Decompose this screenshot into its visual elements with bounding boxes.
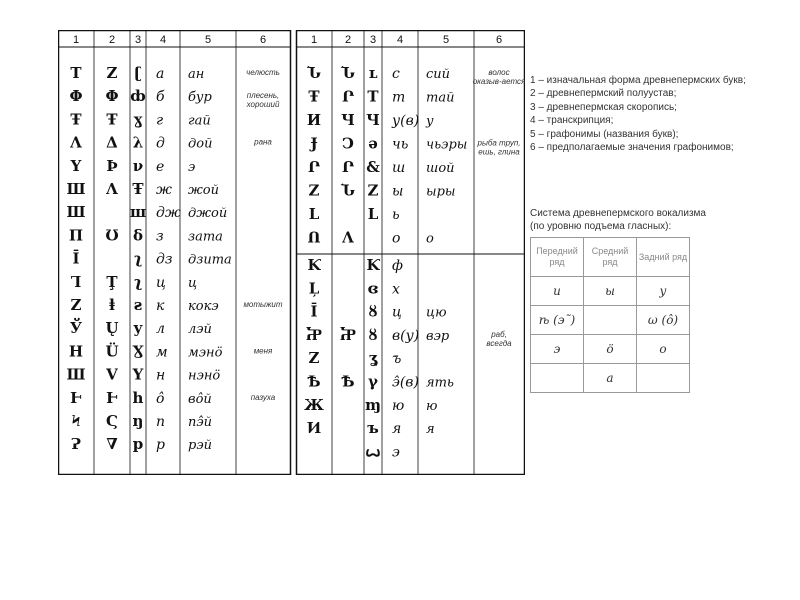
- glyph-cursive: ъ: [367, 419, 379, 438]
- graphonym: сий: [426, 67, 451, 82]
- glyph-half-uncial: ⱡ: [109, 296, 115, 314]
- vowel-cell: ö: [584, 335, 637, 364]
- glyph-original: Φ: [69, 87, 83, 106]
- vowel-title-line: Система древнепермского вокализма: [530, 208, 706, 219]
- glyph-half-uncial: Λ: [106, 180, 118, 198]
- glyph-cursive: ƨ: [133, 296, 143, 314]
- glyph-half-uncial: Ų: [105, 319, 119, 338]
- vowel-system-title: [530, 207, 798, 233]
- transcription: л: [156, 321, 165, 338]
- legend-item: 3 – древнепермская скоропись;: [530, 101, 677, 113]
- glyph-original: Ļ: [308, 279, 320, 298]
- glyph-cursive: ʅ: [133, 249, 143, 268]
- glyph-half-uncial: Ѣ: [341, 372, 355, 391]
- graphonym: у: [426, 114, 434, 129]
- glyph-half-uncial: Φ: [105, 87, 119, 106]
- column-header: 1: [72, 34, 80, 46]
- glyph-original: Ƙ: [307, 256, 321, 274]
- transcription: я: [392, 421, 402, 438]
- glyph-original: Ш: [66, 203, 86, 222]
- glyph-cursive: ꙍ: [365, 442, 381, 461]
- column-header: 2: [344, 34, 352, 46]
- glyph-cursive: ɱ: [365, 395, 381, 414]
- glyph-cursive: ŋ: [132, 412, 144, 430]
- glyph-original: Ն: [307, 64, 321, 82]
- glyph-original: Ր: [307, 158, 321, 176]
- glyph-original: L: [308, 205, 320, 223]
- glyph-half-uncial: Þ: [106, 156, 118, 175]
- vowel-cell: а: [584, 364, 637, 393]
- glyph-original: Ŧ: [308, 87, 320, 106]
- meaning-text: волос оказыв-ается: [472, 68, 525, 86]
- glyph-cursive: p: [132, 435, 144, 454]
- glyph-original: Λ: [70, 133, 82, 152]
- alphabet-table: [58, 30, 525, 475]
- glyph-cursive: ʗ: [133, 64, 143, 82]
- transcription: ш: [392, 160, 406, 176]
- graphonym: бур: [188, 90, 212, 106]
- vowel-cell: [531, 364, 584, 393]
- glyph-original: Ζ: [70, 296, 82, 314]
- glyph-original: Ш: [66, 180, 86, 198]
- transcription: э̂(в): [392, 374, 419, 391]
- vowel-cell: ω (ô): [637, 306, 690, 335]
- transcription: ь: [392, 207, 400, 223]
- glyph-original: Ŧ: [70, 110, 82, 129]
- glyph-original: П: [68, 226, 84, 245]
- glyph-cursive: Ƙ: [366, 256, 380, 274]
- vowel-cell: и: [531, 277, 584, 306]
- glyph-half-uncial: Ր: [341, 87, 355, 106]
- meaning-text: пазуха: [250, 392, 276, 402]
- column-header: 2: [108, 34, 116, 46]
- transcription: в(у): [392, 327, 420, 344]
- glyph-cursive: ʓ: [368, 349, 378, 368]
- transcription: ж: [156, 182, 172, 198]
- vowel-row: [531, 364, 690, 393]
- graphonym: мэнö: [188, 345, 223, 361]
- vowel-cell: [584, 306, 637, 335]
- graphonym: гай: [188, 113, 211, 129]
- glyph-cursive: L: [367, 205, 379, 223]
- glyph-half-uncial: Ր: [341, 158, 355, 176]
- transcription: ы: [392, 183, 404, 200]
- vowel-header-front: Передний ряд: [531, 238, 584, 277]
- glyph-cursive: ȣ: [368, 325, 378, 344]
- column-header: 1: [310, 34, 318, 46]
- glyph-half-uncial: Ϛ: [106, 412, 118, 430]
- glyph-original: Ⴟ: [305, 325, 323, 344]
- column-header: 5: [442, 34, 450, 46]
- glyph-cursive: ȸ: [130, 87, 146, 106]
- transcription: ц: [156, 274, 166, 291]
- glyph-cursive: Ɣ: [132, 342, 144, 361]
- glyph-cursive: у: [133, 319, 143, 338]
- glyph-original: Ī: [310, 302, 318, 321]
- glyph-half-uncial: Ţ: [106, 272, 118, 291]
- glyph-original: Ī: [72, 249, 80, 268]
- glyph-half-uncial: Ζ: [106, 64, 118, 82]
- vowel-cell: ѣ (э˜): [531, 306, 584, 335]
- vowel-cell: [637, 364, 690, 393]
- legend-item: 5 – графонимы (названия букв);: [530, 128, 679, 140]
- legend-item: 6 – предполагаемые значения графонимов;: [530, 142, 734, 154]
- transcription: х: [392, 281, 400, 298]
- glyph-cursive: Y: [132, 365, 144, 384]
- glyph-original: Ж: [304, 395, 324, 414]
- graphonym: дой: [188, 136, 213, 152]
- glyph-original: Y: [70, 156, 82, 175]
- transcription: ф: [392, 258, 403, 274]
- transcription: ô: [156, 390, 165, 407]
- transcription: дз: [156, 251, 173, 268]
- glyph-cursive: Т: [367, 87, 379, 106]
- transcription: ю: [392, 397, 405, 414]
- transcription: т: [392, 89, 406, 106]
- glyph-half-uncial: Λ: [342, 228, 354, 247]
- column-headers: [73, 34, 502, 46]
- column-header: 5: [204, 34, 212, 46]
- glyph-original: Н: [68, 342, 84, 361]
- vowel-title-line: (по уровню подъема гласных):: [530, 221, 672, 232]
- legend: [530, 74, 798, 154]
- column-header: 4: [396, 34, 404, 46]
- vowel-row: [531, 277, 690, 306]
- glyph-original: Z: [308, 181, 320, 200]
- vowel-cell: о: [637, 335, 690, 364]
- transcription: а: [156, 66, 165, 82]
- vowel-row: [531, 306, 690, 335]
- graphonym: шой: [426, 161, 455, 176]
- graphonym: я: [426, 422, 435, 438]
- meaning-text: рыба труп, ешь, глина: [477, 138, 521, 157]
- glyph-cursive: ə: [368, 134, 378, 153]
- glyph-original: Ɂ: [71, 435, 81, 454]
- glyph-half-uncial: Δ: [106, 133, 118, 152]
- meaning-text: рана: [254, 137, 272, 147]
- legend-item: 4 – транскрипция;: [530, 115, 614, 127]
- graphonym: кокэ: [188, 299, 219, 314]
- graphonym: джой: [188, 206, 228, 222]
- glyph-half-uncial: Ŧ: [106, 110, 118, 129]
- transcription: р: [156, 437, 165, 454]
- column-header: 6: [495, 34, 503, 46]
- legend-item: 2 – древнепермский полуустав;: [530, 88, 677, 100]
- transcription: дж: [156, 205, 181, 222]
- glyph-original: Ꞁ: [70, 272, 82, 291]
- glyph-original: Ѣ: [307, 372, 321, 391]
- transcription: чь: [392, 136, 409, 153]
- graphonym: ан: [188, 67, 205, 82]
- glyph-original: Ͷ: [306, 419, 322, 438]
- glyph-original: Ո: [307, 228, 321, 247]
- glyph-cursive: Ч: [366, 111, 380, 129]
- transcription: к: [156, 298, 165, 314]
- glyph-original: Ɉ: [310, 134, 318, 153]
- graphonym: нэнö: [188, 368, 221, 384]
- glyph-cursive: ȣ: [368, 302, 378, 321]
- transcription: г: [156, 112, 164, 129]
- glyph-original: Ϟ: [71, 412, 81, 430]
- vowel-row: [531, 335, 690, 364]
- glyph-original: Ў: [69, 319, 83, 338]
- graphonym: жой: [188, 183, 219, 198]
- glyph-original: Т: [70, 64, 82, 82]
- glyph-half-uncial: Ü: [105, 342, 119, 361]
- glyph-cursive: Ŧ: [132, 180, 144, 198]
- transcription: э: [392, 444, 400, 461]
- graphonym: ц: [188, 275, 198, 291]
- glyph-half-uncial: Ͻ: [342, 134, 354, 153]
- transcription: о: [392, 230, 401, 247]
- vowel-header-middle: Средний ряд: [584, 238, 637, 277]
- transcription: ц: [392, 304, 402, 321]
- glyph-cursive: ʅ: [133, 272, 143, 291]
- glyph-original: И: [306, 111, 322, 129]
- transcription: з: [156, 228, 164, 245]
- meaning-text: челюсть: [246, 68, 280, 77]
- meaning-text: меня: [253, 346, 273, 356]
- glyph-half-uncial: ∇: [106, 435, 118, 454]
- graphonym: ыры: [426, 184, 456, 200]
- glyph-half-uncial: Ʊ: [105, 226, 119, 245]
- transcription: ъ: [392, 351, 402, 368]
- glyph-cursive: ν: [132, 156, 144, 175]
- graphonym: пэ̂й: [188, 415, 213, 430]
- transcription: с: [392, 66, 400, 82]
- glyph-cursive: Z: [367, 181, 379, 200]
- graphonym: цю: [426, 305, 447, 321]
- vowel-cell: у: [637, 277, 690, 306]
- vowel-header-row: [531, 238, 690, 277]
- graphonym: рэй: [188, 438, 212, 454]
- graphonym: тай: [426, 90, 455, 106]
- glyph-cursive: ʟ: [368, 64, 378, 82]
- glyph-original: Ш: [66, 365, 86, 384]
- transcription: д: [156, 135, 165, 152]
- glyph-cursive: ш: [129, 203, 147, 222]
- transcription: б: [156, 89, 165, 106]
- column-header: 6: [259, 34, 267, 46]
- column-header: 3: [369, 34, 377, 46]
- vowel-cell: э: [531, 335, 584, 364]
- transcription: н: [156, 367, 166, 384]
- left-alphabet-rows: [66, 64, 282, 453]
- vowel-system-table: [530, 237, 690, 393]
- glyph-cursive: δ: [132, 226, 144, 245]
- glyph-half-uncial: Ч: [341, 111, 355, 129]
- transcription: м: [156, 344, 168, 361]
- column-header: 4: [159, 34, 167, 46]
- glyph-cursive: γ: [368, 372, 378, 391]
- right-top-alphabet-rows: [306, 64, 525, 247]
- glyph-original: Ζ: [308, 349, 320, 368]
- transcription: п: [156, 414, 166, 430]
- meaning-text: плесень, хороший: [246, 91, 280, 110]
- glyph-cursive: h: [132, 388, 144, 407]
- glyph-half-uncial: Ն: [341, 181, 355, 200]
- graphonym: зата: [188, 229, 223, 245]
- graphonym: ять: [426, 375, 455, 391]
- graphonym: вэр: [426, 328, 450, 344]
- glyph-half-uncial: V: [106, 365, 118, 384]
- glyph-half-uncial: Ͱ: [106, 388, 118, 407]
- right-bottom-alphabet-rows: [304, 256, 512, 460]
- glyph-original: Ͱ: [70, 388, 82, 407]
- vowel-header-back: Задний ряд: [637, 238, 690, 277]
- glyph-half-uncial: Ն: [341, 64, 355, 82]
- graphonym: вôй: [188, 391, 212, 407]
- transcription: у(в): [392, 113, 420, 129]
- graphonym: о: [426, 231, 434, 247]
- glyph-cursive: &: [366, 158, 380, 176]
- column-header: 3: [134, 34, 142, 46]
- meaning-text: мотыжит: [243, 300, 283, 309]
- graphonym: ю: [426, 398, 438, 414]
- graphonym: чьэры: [426, 137, 468, 153]
- transcription: е: [156, 158, 165, 175]
- vowel-cell: ы: [584, 277, 637, 306]
- legend-item: 1 – изначальная форма древнепермских букв;: [530, 75, 746, 86]
- meaning-text: раб, всегда: [486, 329, 512, 348]
- graphonym: лэй: [188, 322, 212, 338]
- graphonym: э: [188, 159, 196, 175]
- glyph-cursive: ɣ: [133, 110, 143, 129]
- glyph-half-uncial: Ⴟ: [339, 325, 357, 344]
- glyph-cursive: λ: [132, 133, 144, 152]
- graphonym: дзита: [188, 252, 232, 268]
- glyph-cursive: ɞ: [367, 279, 379, 298]
